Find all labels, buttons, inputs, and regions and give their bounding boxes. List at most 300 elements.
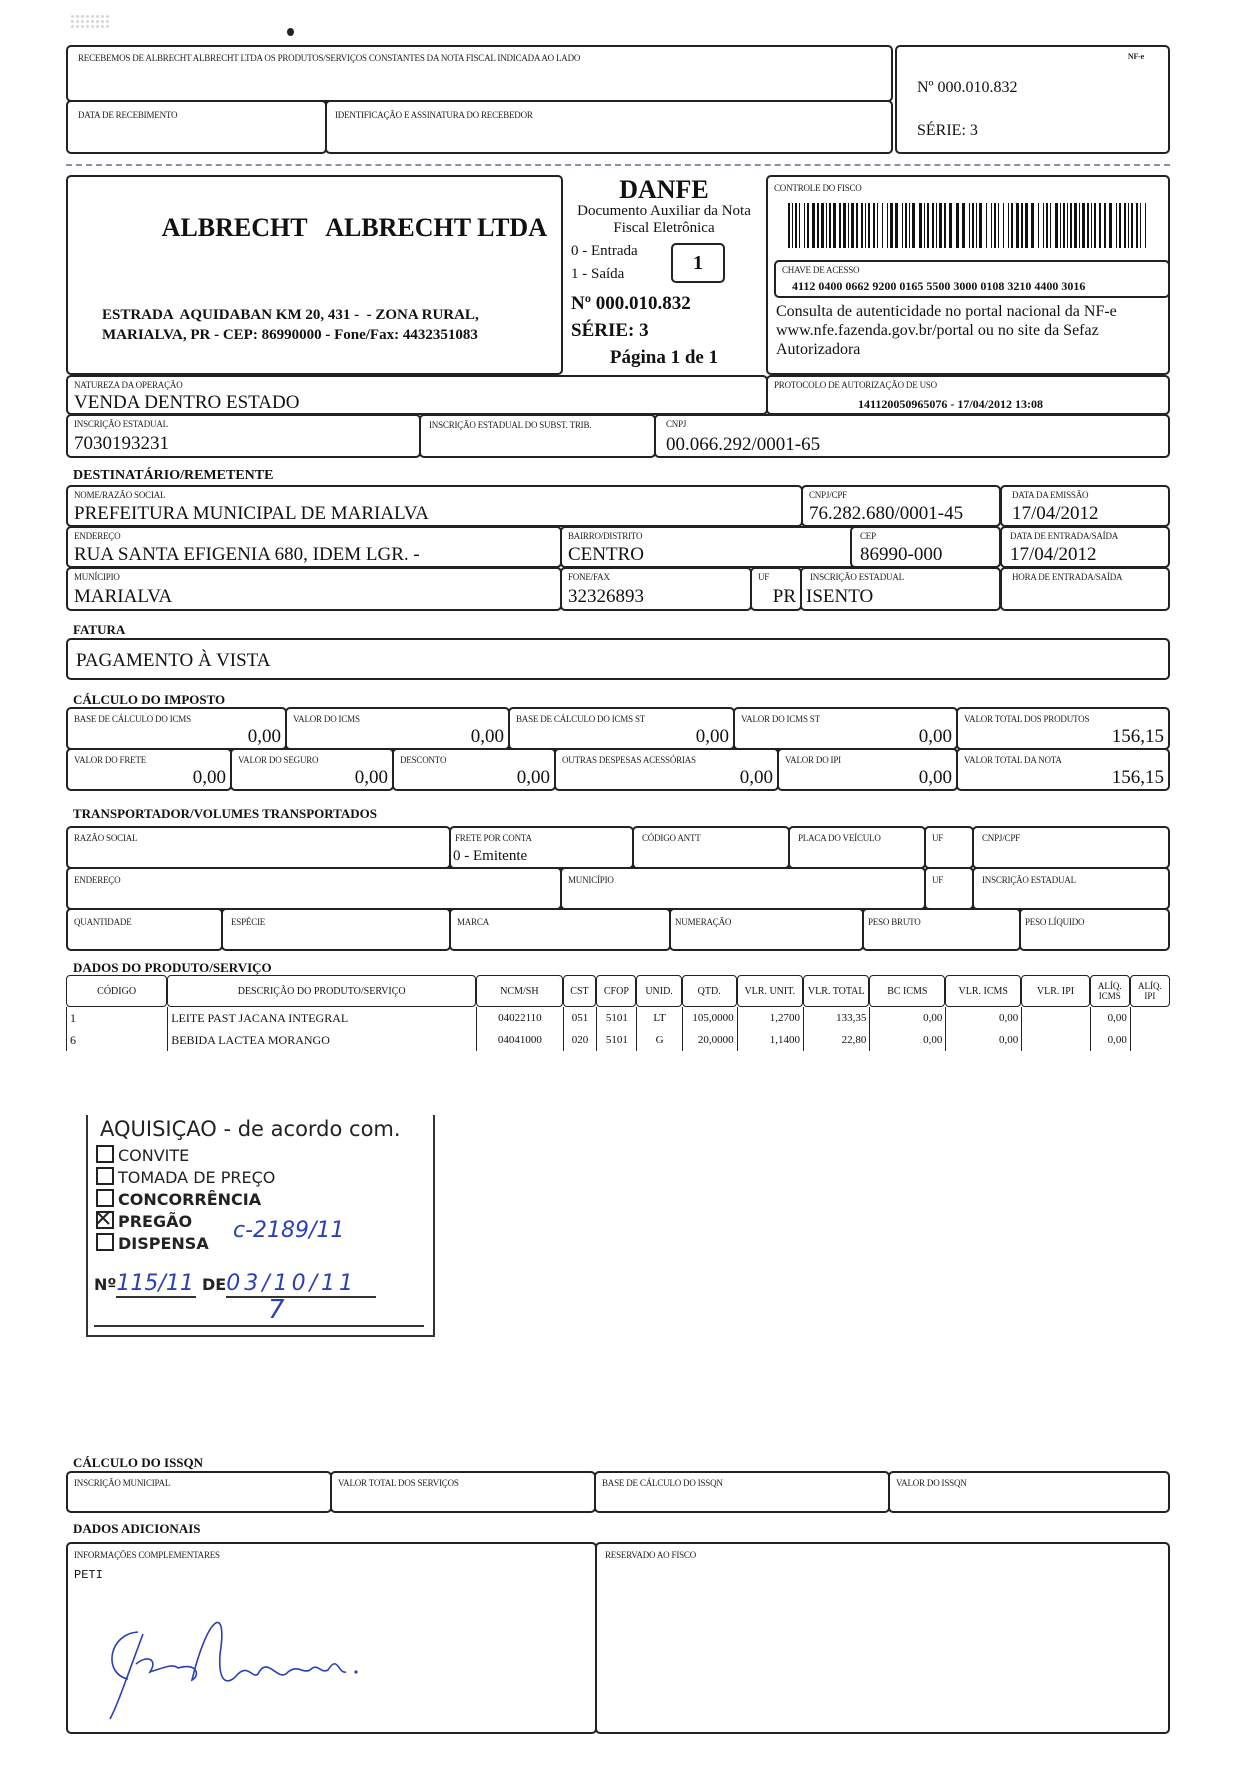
barcode-bar [909,203,911,248]
danfe-subtitle-1: Documento Auxiliar da Nota [577,203,751,219]
imposto-r2-5-value: 156,15 [1111,767,1164,788]
issqn-field-1-label: VALOR TOTAL DOS SERVIÇOS [338,1478,459,1488]
dest-entrada-saida-box [1000,526,1170,568]
chave-acesso-label: CHAVE DE ACESSO [782,265,860,275]
barcode-bar [969,203,971,248]
imposto-r2-3-label: OUTRAS DESPESAS ACESSÓRIAS [562,755,696,765]
imposto-r1-0 [66,707,287,750]
stamp-option [96,1145,189,1165]
produtos-cell [1130,1029,1170,1051]
imposto-r2-1-value: 0,00 [354,767,388,788]
transp-uf2-label: UF [932,875,944,885]
danfe-saida: 1 - Saída [571,266,625,282]
dest-bairro: CENTRO [568,544,644,565]
natureza-label: NATUREZA DA OPERAÇÃO [74,380,183,390]
imposto-r1-2-value: 0,00 [695,726,729,747]
stamp-option-label: TOMADA DE PREÇO [118,1168,276,1187]
barcode-bar [976,203,978,248]
imposto-r2-2-value: 0,00 [516,767,550,788]
barcode-bar [1119,203,1121,248]
barcode-bar [882,203,884,248]
transp-peso-bruto-label: PESO BRUTO [868,917,921,927]
barcode-bar [829,203,831,248]
imposto-r1-3 [733,707,958,750]
fatura-section-title: FATURA [73,622,126,637]
produtos-row [66,1007,1170,1029]
barcode-bar [979,203,982,248]
fatura-texto: PAGAMENTO À VISTA [76,650,271,671]
protocolo-label: PROTOCOLO DE AUTORIZAÇÃO DE USO [774,380,937,390]
imposto-r1-4-label: VALOR TOTAL DOS PRODUTOS [964,714,1090,724]
imposto-r1-1 [285,707,510,750]
info-complementares-label: INFORMAÇÕES COMPLEMENTARES [74,1550,220,1560]
produtos-cell: 133,35 [803,1007,869,1029]
transportador-section-title: TRANSPORTADOR/VOLUMES TRANSPORTADOS [73,806,378,821]
danfe-subtitle-2: Fiscal Eletrônica [613,220,715,236]
barcode-bar [912,203,915,248]
barcode-bar [1055,203,1058,248]
produtos-header-cell: BC ICMS [869,975,945,1007]
barcode-bar [962,203,965,248]
barcode-bar [1021,203,1023,248]
checkbox-icon [96,1189,114,1207]
imposto-r2-0-value: 0,00 [192,767,226,788]
dest-cep-box [850,526,1001,568]
stamp-option [96,1233,209,1253]
issqn-field-2-label: BASE DE CÁLCULO DO ISSQN [602,1478,723,1488]
stamp-option-label: CONCORRÊNCIA [118,1190,262,1209]
transp-frete-box [449,826,634,869]
dest-emissao-box [1000,485,1170,527]
barcode-bar [944,203,946,248]
barcode-bar [932,203,934,248]
transp-frete-label: FRETE POR CONTA [455,833,532,843]
dest-bairro-box [560,526,860,568]
barcode-bar [1031,203,1034,248]
barcode-bar [843,203,846,248]
barcode-bar [1104,203,1106,248]
produtos-cell: 1,1400 [737,1029,803,1051]
stamp-mark: 7 [268,1295,285,1325]
emitente-box [66,175,563,375]
barcode-bar [1050,203,1052,248]
dest-bairro-label: BAIRRO/DISTRITO [568,531,643,541]
barcode-bar [1124,203,1126,248]
signature [88,1594,408,1724]
barcode-bar [1099,203,1101,248]
stamp-de-label: DE [202,1275,227,1294]
dest-municipio-box [66,567,562,611]
adicionais-section-title: DADOS ADICIONAIS [73,1521,201,1536]
stamp-data: 03/10/11 [226,1271,376,1298]
barcode-bar [833,203,836,248]
cnpj-emitente-box [654,414,1170,458]
imposto-r1-1-value: 0,00 [470,726,504,747]
transp-placa-box [788,826,926,869]
emitente-nome: ALBRECHT ALBRECHT LTDA [161,213,547,242]
transp-antt-label: CÓDIGO ANTT [642,833,701,843]
barcode-bar [799,203,801,248]
transp-razao-label: RAZÃO SOCIAL [74,833,138,843]
barcode-bar [1016,203,1019,248]
barcode-bar [792,203,794,248]
barcode-bar [1087,203,1089,248]
produtos-header-cell: ALÍQ. IPI [1130,975,1170,1007]
dest-endereco-label: ENDEREÇO [74,531,121,541]
imposto-r2-1 [230,748,394,791]
dest-ie-label: INSCRIÇÃO ESTADUAL [810,572,904,582]
imposto-r1-3-value: 0,00 [918,726,952,747]
emitente-endereco-2: MARIALVA, PR - CEP: 86990000 - Fone/Fax: 4432351083 [102,327,478,343]
imposto-r1-3-label: VALOR DO ICMS ST [741,714,820,724]
dest-fone: 32326893 [568,586,644,607]
produtos-cell: 5101 [596,1029,636,1051]
ie-value: 7030193231 [74,433,169,454]
imposto-r2-5 [956,748,1170,791]
transp-peso-liquido-label: PESO LÍQUIDO [1025,917,1085,927]
produtos-cell: BEBIDA LACTEA MORANGO [167,1029,476,1051]
produtos-cell: G [636,1029,681,1051]
produtos-section-title: DADOS DO PRODUTO/SERVIÇO [73,960,272,975]
barcode-bar [924,203,926,248]
dest-fone-label: FONE/FAX [568,572,610,582]
stamp-option [96,1211,192,1231]
danfe-numero: Nº 000.010.832 [571,293,691,314]
danfe-entrada: 0 - Entrada [571,243,638,259]
dest-endereco: RUA SANTA EFIGENIA 680, IDEM LGR. - [74,544,420,565]
transp-uf2-box [924,867,974,910]
emitente-endereco-1: ESTRADA AQUIDABAN KM 20, 431 - - ZONA RURAL, [102,307,479,323]
imposto-r1-2-label: BASE DE CÁLCULO DO ICMS ST [516,714,646,724]
dest-entrada-saida-label: DATA DE ENTRADA/SAÍDA [1010,531,1119,541]
produtos-header-cell: VLR. IPI [1021,975,1090,1007]
barcode-bar [1128,203,1130,248]
canhoto-nfe-box [895,45,1170,154]
dest-emissao: 17/04/2012 [1012,503,1099,524]
produtos-header-cell: CST [563,975,597,1007]
barcode-bar [848,203,850,248]
produtos-cell: LEITE PAST JACANA INTEGRAL [167,1007,476,1029]
imposto-r1-0-value: 0,00 [247,726,281,747]
issqn-field-3-label: VALOR DO ISSQN [896,1478,967,1488]
dest-entrada-saida: 17/04/2012 [1010,544,1097,565]
transp-numeracao-box [669,908,864,951]
barcode-bar [1145,203,1147,248]
produtos-header-cell: CFOP [596,975,636,1007]
danfe-box [561,175,767,375]
barcode-bar [1079,203,1081,248]
assinatura-recebedor-box[interactable] [325,100,893,154]
produtos-cell: 04041000 [476,1029,562,1051]
cnpj-value: 00.066.292/0001-65 [666,434,821,455]
dest-uf: PR [772,586,796,607]
barcode-bar [817,203,819,248]
transp-cnpj-box [972,826,1170,869]
transp-municipio-box [560,867,926,910]
stamp-option-label: DISPENSA [118,1234,209,1253]
ie-st-box [419,414,656,458]
produtos-cell: 0,00 [1090,1029,1130,1051]
canhoto-serie: SÉRIE: 3 [917,122,978,139]
imposto-r2-0-label: VALOR DO FRETE [74,755,147,765]
transp-especie-box [221,908,451,951]
produtos-cell: 04022110 [476,1007,562,1029]
barcode-bar [877,203,879,248]
barcode-bar [1063,203,1065,248]
dest-cnpj-label: CNPJ/CPF [809,490,847,500]
imposto-r1-0-label: BASE DE CÁLCULO DO ICMS [74,714,191,724]
ie-label: INSCRIÇÃO ESTADUAL [74,419,168,429]
stamp-pregao-annotation: c-2189/11 [233,1218,345,1243]
transp-numeracao-label: NUMERAÇÃO [675,917,732,927]
imposto-r2-4 [777,748,958,791]
info-complementares-text: PETI [74,1568,103,1582]
imposto-r2-2 [392,748,556,791]
barcode-bar [1043,203,1045,248]
natureza-value: VENDA DENTRO ESTADO [74,392,300,413]
imposto-r1-1-label: VALOR DO ICMS [293,714,360,724]
barcode-bar [936,203,938,248]
barcode-bar [986,203,988,248]
barcode-bar [1046,203,1048,248]
nfe-label: NF-e [1127,52,1144,61]
info-complementares-box [66,1542,597,1734]
barcode-bar [861,203,863,248]
imposto-r2-3 [554,748,779,791]
barcode-bar [895,203,898,248]
dest-ie: ISENTO [806,586,874,607]
data-recebimento-box[interactable] [66,100,327,154]
reservado-fisco-label: RESERVADO AO FISCO [605,1550,697,1560]
barcode-bar [1011,203,1013,248]
produtos-header-cell: VLR. ICMS [945,975,1021,1007]
stamp-option [96,1167,275,1187]
stamp-numero-line [94,1271,376,1298]
imposto-r2-3-value: 0,00 [739,767,773,788]
barcode-bar [1091,203,1093,248]
transp-quantidade-box [66,908,223,951]
danfe-pagina: Página 1 de 1 [609,347,719,368]
barcode-bar [905,203,907,248]
cnpj-label: CNPJ [666,419,687,429]
produtos-cell: LT [636,1007,681,1029]
barcode-bar [851,203,854,248]
stamp-option-label: PREGÃO [118,1212,193,1231]
issqn-field-3 [888,1471,1170,1513]
produtos-table [66,975,1170,1051]
barcode-bar [1082,203,1085,248]
stamp-title: AQUISIÇAO - de acordo com. [100,1117,401,1141]
checkbox-icon [96,1233,114,1251]
dest-municipio: MARIALVA [74,586,173,607]
barcode-bar [1003,203,1005,248]
produtos-header-cell: CÓDIGO [66,975,167,1007]
transp-quantidade-label: QUANTIDADE [74,917,132,927]
barcode-bar [1008,203,1010,248]
produtos-cell: 22,80 [803,1029,869,1051]
data-recebimento-label: DATA DE RECEBIMENTO [78,110,178,120]
transp-cnpj-label: CNPJ/CPF [982,833,1020,843]
checkbox-icon [96,1145,114,1163]
barcode-bar [919,203,922,248]
aquisicao-stamp [86,1115,435,1337]
transp-endereco-box [66,867,562,910]
scan-smudge [70,14,110,28]
chave-acesso[interactable]: 4112 0400 0662 9200 0165 5500 3000 0108 3210 4400 3016 [792,279,1086,293]
produtos-cell [1021,1029,1090,1051]
barcode-bar [795,203,797,248]
dest-emissao-label: DATA DA EMISSÃO [1012,490,1089,500]
imposto-r2-4-label: VALOR DO IPI [785,755,841,765]
dest-fone-box [560,567,752,611]
dest-endereco-box [66,526,562,568]
produtos-cell: 020 [563,1029,597,1051]
barcode-bar [939,203,942,248]
ie-emitente-box [66,414,421,458]
imposto-r2-5-label: VALOR TOTAL DA NOTA [964,755,1062,765]
produtos-cell: 0,00 [869,1007,945,1029]
canhoto-recebemos-box [66,45,893,102]
imposto-section-title: CÁLCULO DO IMPOSTO [73,692,226,707]
barcode-bar [826,203,828,248]
barcode-bar [865,203,867,248]
transp-ie-box [972,867,1170,910]
imposto-r1-2 [508,707,735,750]
transp-endereco-label: ENDEREÇO [74,875,121,885]
barcode-bar [1094,203,1096,248]
checkbox-icon [96,1167,114,1185]
barcode-bar [812,203,815,248]
dest-cep-label: CEP [860,531,876,541]
barcode-bar [856,203,858,248]
consulta-autenticidade: Consulta de autenticidade no portal nacional da NF-e www.nfe.fazenda.gov.br/portal ou no site da Sefaz Autorizadora [776,303,1117,358]
dest-cnpj: 76.282.680/0001-45 [809,503,964,524]
barcode-bar [994,203,996,248]
produtos-cell [1021,1007,1090,1029]
produtos-cell: 105,0000 [682,1007,737,1029]
dest-nome-label: NOME/RAZÃO SOCIAL [74,490,166,500]
imposto-r2-2-label: DESCONTO [400,755,447,765]
barcode-bar [972,203,974,248]
imposto-r2-4-value: 0,00 [918,767,952,788]
produtos-cell: 0,00 [1090,1007,1130,1029]
barcode-bar [821,203,824,248]
produtos-header-cell: ALÍQ. ICMS [1090,975,1130,1007]
produtos-cell: 1,2700 [737,1007,803,1029]
produtos-cell: 20,0000 [682,1029,737,1051]
chave-acesso-box [774,260,1170,298]
stamp-bottom-line [94,1325,424,1327]
reservado-fisco-box [595,1542,1170,1734]
natureza-operacao-box [66,375,768,415]
barcode-bar [873,203,875,248]
danfe-tipo: 1 [693,251,703,274]
transp-razao-box [66,826,451,869]
transp-uf-label: UF [932,833,944,843]
destinatario-section-title: DESTINATÁRIO/REMETENTE [73,468,274,483]
dest-hora-box [1000,567,1170,611]
produtos-header-cell: UNID. [636,975,681,1007]
transp-ie-label: INSCRIÇÃO ESTADUAL [982,875,1076,885]
barcode-bar [927,203,929,248]
transp-peso-bruto-box [862,908,1021,951]
stamp-numero: 115/11 [116,1271,196,1298]
barcode-bar [1025,203,1028,248]
produtos-cell: 6 [66,1029,167,1051]
barcode-bar [1109,203,1112,248]
transp-peso-liquido-box [1019,908,1170,951]
produtos-cell [1130,1007,1170,1029]
checkbox-checked-icon [96,1211,114,1229]
barcode-bar [949,203,952,248]
produtos-cell: 0,00 [869,1029,945,1051]
produtos-cell: 0,00 [945,1029,1021,1051]
scan-dot [287,28,294,36]
transp-antt-box [632,826,790,869]
produtos-cell: 051 [563,1007,597,1029]
barcode-bar [1038,203,1040,248]
dest-uf-label: UF [758,572,770,582]
barcode-bar [1116,203,1118,248]
danfe-serie: SÉRIE: 3 [571,320,649,341]
issqn-field-2 [594,1471,890,1513]
imposto-r1-4 [956,707,1170,750]
barcode-bar [890,203,893,248]
barcode-bar [804,203,806,248]
produtos-row [66,1029,1170,1051]
dest-cnpj-box [801,485,1001,527]
imposto-r2-0 [66,748,232,791]
issqn-section-title: CÁLCULO DO ISSQN [73,1455,204,1470]
barcode-bar [1140,203,1142,248]
dest-nome: PREFEITURA MUNICIPAL DE MARIALVA [74,503,429,524]
canhoto-numero: Nº 000.010.832 [917,79,1018,96]
recebemos-label: RECEBEMOS DE ALBRECHT ALBRECHT LTDA OS PRODUTOS/SERVIÇOS CONSTANTES DA NOTA FISCAL INDICADA AO LADO [78,53,581,63]
transp-especie-label: ESPÉCIE [231,917,266,927]
barcode-bar [1067,203,1069,248]
barcode-bar [1074,203,1077,248]
produtos-header-cell: DESCRIÇÃO DO PRODUTO/SERVIÇO [167,975,476,1007]
barcode-bar [807,203,809,248]
barcode-bar [991,203,993,248]
imposto-r2-1-label: VALOR DO SEGURO [238,755,319,765]
transp-placa-label: PLACA DO VEÍCULO [798,833,881,843]
dest-uf-box [750,567,802,611]
barcode-bar [956,203,959,248]
identificacao-label: IDENTIFICAÇÃO E ASSINATURA DO RECEBEDOR [335,110,533,120]
barcode-bar [1131,203,1133,248]
transp-uf-box [924,826,974,869]
produtos-cell: 5101 [596,1007,636,1029]
barcode-bar [839,203,841,248]
produtos-header-cell: NCM/SH [476,975,562,1007]
fatura-box [66,638,1170,680]
stamp-option-label: CONVITE [118,1146,190,1165]
barcode-bar [1136,203,1138,248]
barcode-bar [788,203,790,248]
imposto-r1-4-value: 156,15 [1111,726,1164,747]
produtos-cell: 0,00 [945,1007,1021,1029]
dest-cep: 86990-000 [860,544,943,565]
transp-marca-box [449,908,671,951]
barcode [788,203,1152,248]
issqn-field-0 [66,1471,332,1513]
dest-nome-box [66,485,803,527]
transp-frete: 0 - Emitente [453,848,528,864]
produtos-cell: 1 [66,1007,167,1029]
protocolo-value: 141120050965076 - 17/04/2012 13:08 [858,397,1043,411]
issqn-field-0-label: INSCRIÇÃO MUNICIPAL [74,1478,171,1488]
